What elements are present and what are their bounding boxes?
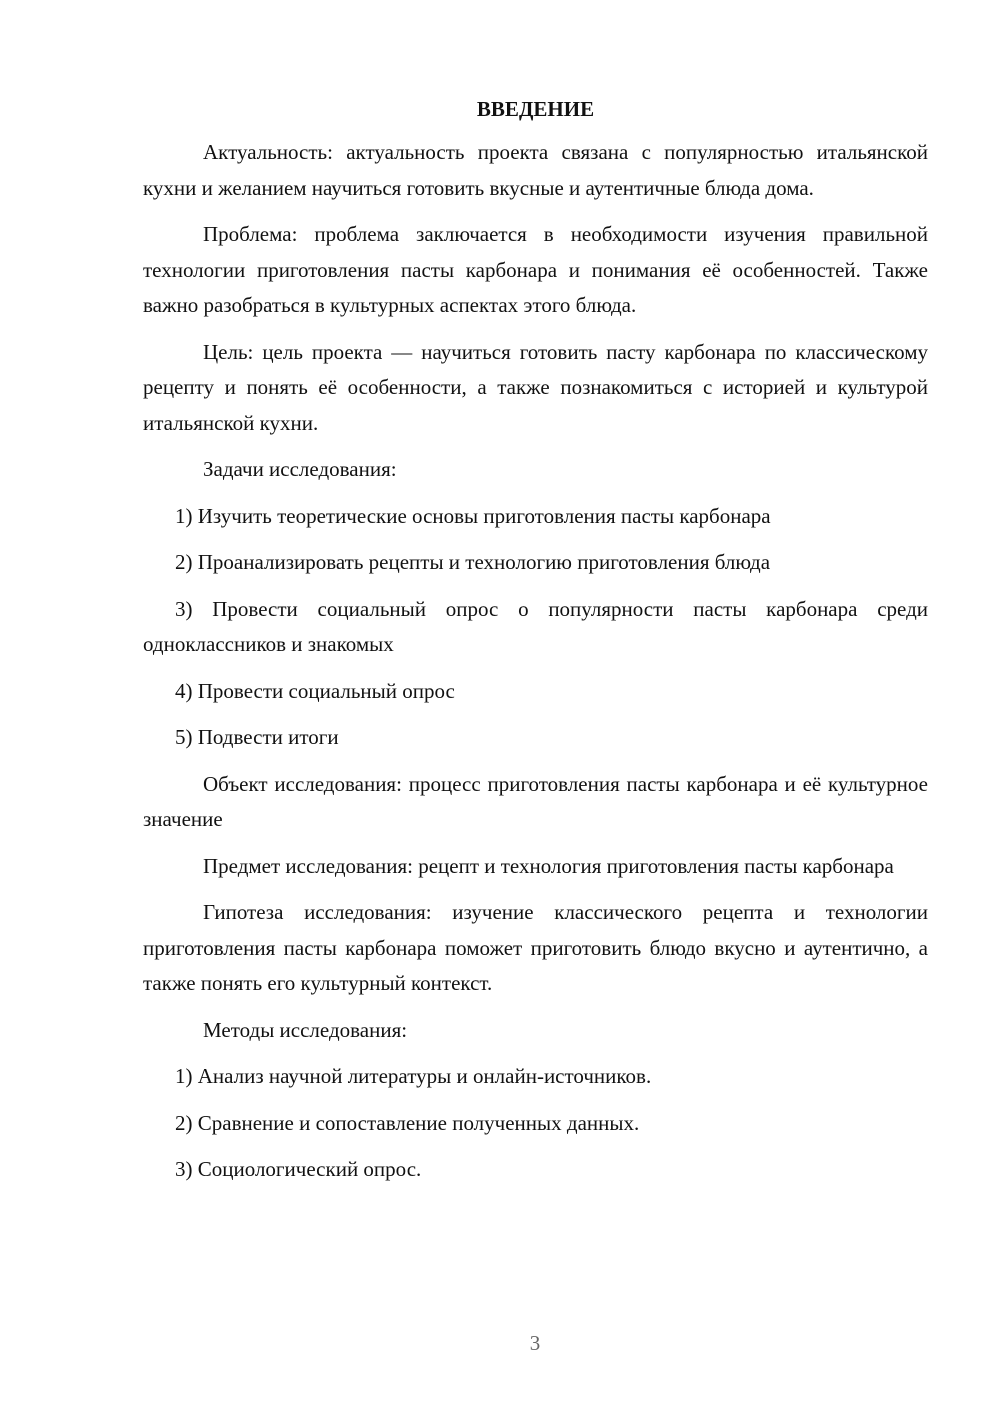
- page-number: 3: [529, 1331, 541, 1355]
- paragraph-relevance: Актуальность: актуальность проекта связана с популярностью итальянской кухни и желанием научиться готовить вкусные и аутентичные блюда дома.: [143, 140, 928, 200]
- task-item-2: 2) Проанализировать рецепты и технологию приготовления блюда: [175, 550, 771, 574]
- task-item-4: 4) Провести социальный опрос: [175, 678, 455, 703]
- method-item-2: 2) Сравнение и сопоставление полученных данных.: [175, 1110, 640, 1135]
- paragraph-methods-heading: Методы исследования:: [203, 1017, 408, 1042]
- method-item-1: 1) Анализ научной литературы и онлайн-источников.: [175, 1064, 652, 1088]
- page-content: [143, 92, 928, 1199]
- paragraph-subject: Предмет исследования: рецепт и технология приготовления пасты карбонара: [203, 853, 894, 878]
- task-item-5: 5) Подвести итоги: [175, 725, 339, 749]
- task-item-3: 3) Провести социальный опрос о популярности пасты карбонара среди одноклассников и знакомых: [143, 596, 928, 656]
- paragraph-problem: Проблема: проблема заключается в необходимости изучения правильной технологии приготовления пасты карбонара и понимания её особенностей. Также важно разобраться в культурных аспектах этого блюда.: [143, 222, 928, 317]
- method-item-3: 3) Социологический опрос.: [175, 1157, 422, 1181]
- paragraph-object: Объект исследования: процесс приготовления пасты карбонара и её культурное значение: [143, 771, 928, 831]
- paragraph-hypothesis: Гипотеза исследования: изучение классического рецепта и технологии приготовления пасты карбонара поможет приготовить блюдо вкусно и аутентично, а также понять его культурный контекст.: [143, 900, 928, 995]
- paragraph-tasks-heading: Задачи исследования:: [203, 457, 397, 481]
- paragraph-goal: Цель: цель проекта — научиться готовить пасту карбонара по классическому рецепту и понять её особенности, а также познакомиться с историей и культурой итальянской кухни.: [143, 339, 928, 435]
- section-title: ВВЕДЕНИЕ: [476, 97, 595, 121]
- task-item-1: 1) Изучить теоретические основы приготовления пасты карбонара: [175, 503, 771, 528]
